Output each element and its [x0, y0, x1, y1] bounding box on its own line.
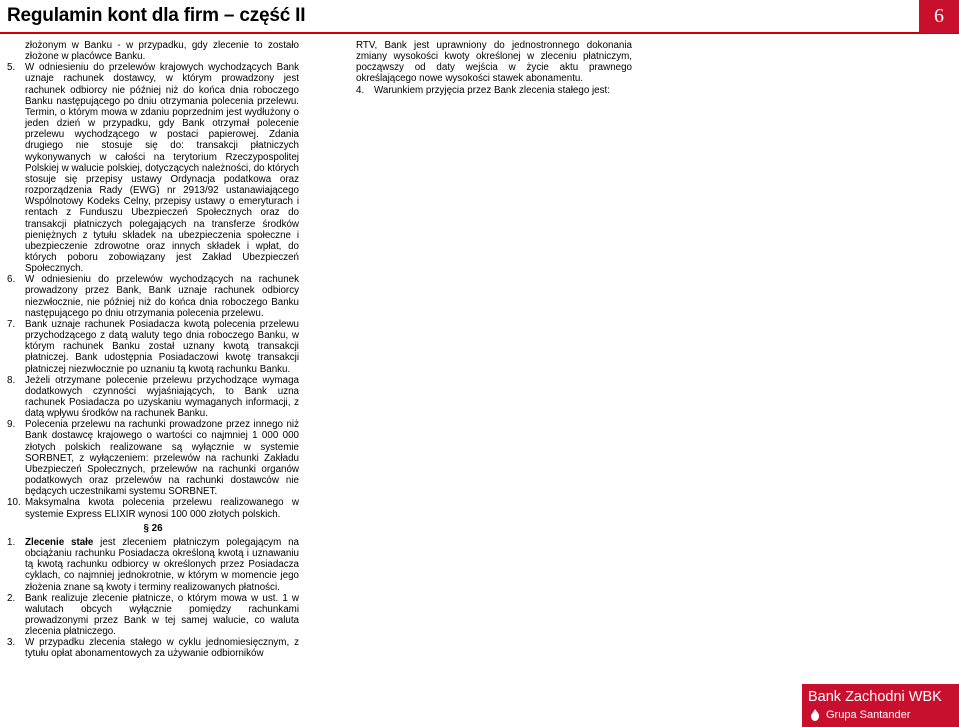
logo-group-name: Grupa Santander	[826, 709, 911, 721]
paragraph-text: RTV, Bank jest uprawniony do jednostronnego dokonania zmiany wysokości kwoty określonej w zleceniu płatniczym, począwszy od daty wejścia w życie aktu prawnego określającego nowe wysokości stawek abonamentu.	[356, 40, 632, 85]
item-body: Jeżeli otrzymane polecenie przelewu przychodzące wymaga dodatkowych czynności wyjaśniających, to Bank uzna rachunek Posiadacza po uzyskaniu wymaganych informacji, z datą wpływu środków na rachunek Banku.	[25, 374, 299, 420]
item-body: W odniesieniu do przelewów krajowych wychodzących Bank uznaje rachunek dostawcy, w którym prowadzony jest rachunek odbiorcy nie później niż do końca dnia roboczego Banku następującego po dniu otrzymania polecenia przelewu. Termin, o którym mowa w zdaniu poprzednim jest wydłużony o jeden dzień w przypadku, gdy Bank otrzymał polecenie przelewu wychodzącego w postaci papierowej. Zdania drugiego nie stosuje się do: transakcji płatniczych wykonywanych w całości na terytorium Rzeczypospolitej Polskiej w walucie polskiej, dotyczących należności, do których stosuje się przepisy ustawy Ordynacja podatkowa oraz rozporządzenia Rady (EWG) nr 2913/92 ustanawiającego Wspólnotowy Kodeks Celny, przepisy ustawy o emeryturach i rentach z Funduszu Ubezpieczeń Społecznych oraz do transakcji płatniczych polegających na transferze środków pieniężnych z tytułu składek na ubezpieczenia społeczne i ubezpieczenie zdrowotne oraz innych składek i wpłat, do których poboru zobowiązany jest Zakład Ubezpieczeń Społecznych.	[25, 62, 299, 275]
item-body: W przypadku zlecenia stałego w cyklu jednomiesięcznym, z tytułu opłat abonamentowych za używanie odbiorników	[25, 637, 299, 660]
page-title: Regulamin kont dla firm – część II	[7, 5, 306, 26]
item-body: Maksymalna kwota polecenia przelewu realizowanego w systemie Express ELIXIR wynosi 100 000 złotych polskich.	[25, 497, 299, 520]
paragraph-item	[7, 274, 299, 319]
item-number: 4.	[356, 84, 365, 96]
item-body: W odniesieniu do przelewów wychodzących na rachunek prowadzony przez Bank, Bank uznaje rachunek odbiorcy niezwłocznie, nie później niż do końca dnia roboczego Banku następującego po dniu otrzymania polecenia przelewu.	[25, 274, 299, 319]
page-header	[0, 0, 959, 34]
item-number: 5.	[7, 62, 16, 74]
item-number: 1.	[7, 536, 16, 548]
item-body: Bank realizuje zlecenie płatnicze, o którym mowa w ust. 1 w walutach obcych wyłącznie pomiędzy rachunkami prowadzonymi przez Bank w tej samej walucie, co waluta zlecenia płatniczego.	[25, 592, 299, 638]
column-3	[669, 40, 953, 727]
item-number: 3.	[7, 637, 16, 649]
paragraph-item	[356, 85, 632, 96]
item-body: Warunkiem przyjęcia przez Bank zlecenia stałego jest:	[374, 84, 610, 96]
paragraph-item	[7, 593, 299, 638]
paragraph-item	[7, 419, 299, 497]
item-bold-term: Zlecenie stałe	[25, 536, 94, 548]
paragraph-item	[7, 40, 299, 62]
column-2	[356, 40, 632, 727]
item-number	[7, 40, 25, 62]
item-text	[25, 637, 299, 659]
item-text	[25, 274, 299, 319]
item-number: 10.	[7, 497, 21, 509]
paragraph-item	[7, 637, 299, 659]
item-text	[374, 85, 632, 96]
paragraph-item	[7, 319, 299, 375]
item-number: 6.	[7, 274, 16, 286]
item-text	[25, 593, 299, 638]
flame-icon	[808, 709, 822, 721]
paragraph-item	[7, 62, 299, 274]
item-body: jest zleceniem płatniczym polegającym na obciążaniu rachunku Posiadacza określoną kwotą i uznawaniu tą kwotą rachunku odbiorcy w określonych przez Posiadacza cyklach, co najmniej jednokrotnie, w którym w momencie jego złożenia znane są kwoty i terminy realizowanych płatności.	[25, 536, 299, 593]
column-1	[7, 40, 299, 727]
item-number: 9.	[7, 419, 16, 431]
paragraph-item	[7, 537, 299, 593]
section-heading: § 26	[143, 522, 163, 534]
bank-logo	[802, 684, 959, 727]
item-text	[25, 40, 299, 62]
item-body: Bank uznaje rachunek Posiadacza kwotą polecenia przelewu przychodzącego z datą waluty tego dnia roboczego Banku, w którym rachunek Banku został uznany kwotą transakcji płatniczej. Bank udostępnia Posiadaczowi kwotę transakcji płatniczej niezwłocznie po uznaniu tą kwotą rachunku Banku.	[25, 318, 299, 375]
item-text	[25, 537, 299, 593]
item-number: 7.	[7, 318, 16, 330]
page-number: 6	[919, 0, 959, 33]
item-text	[25, 419, 299, 497]
item-text	[25, 375, 299, 420]
item-body: Polecenia przelewu na rachunki prowadzone przez innego niż Bank dostawcę krajowego o wartości co najmniej 1 000 000 złotych polskich realizowane są wyłącznie w systemie SORBNET, z wyłączeniem: przelewów na rachunki Zakładu Ubezpieczeń Społecznych, przelewów na rachunki organów podatkowych oraz przelewów na rachunki dostawców nie będących uczestnikami systemu SORBNET.	[25, 419, 299, 498]
item-number: 8.	[7, 374, 16, 386]
item-text	[25, 319, 299, 375]
logo-bank-name: Bank Zachodni WBK	[808, 689, 942, 705]
item-text	[25, 62, 299, 274]
item-text	[25, 497, 299, 519]
paragraph-item	[7, 497, 299, 519]
item-body: złożonym w Banku - w przypadku, gdy zlecenie to zostało złożone w placówce Banku.	[25, 40, 299, 63]
paragraph-item	[7, 375, 299, 420]
item-number: 2.	[7, 592, 16, 604]
